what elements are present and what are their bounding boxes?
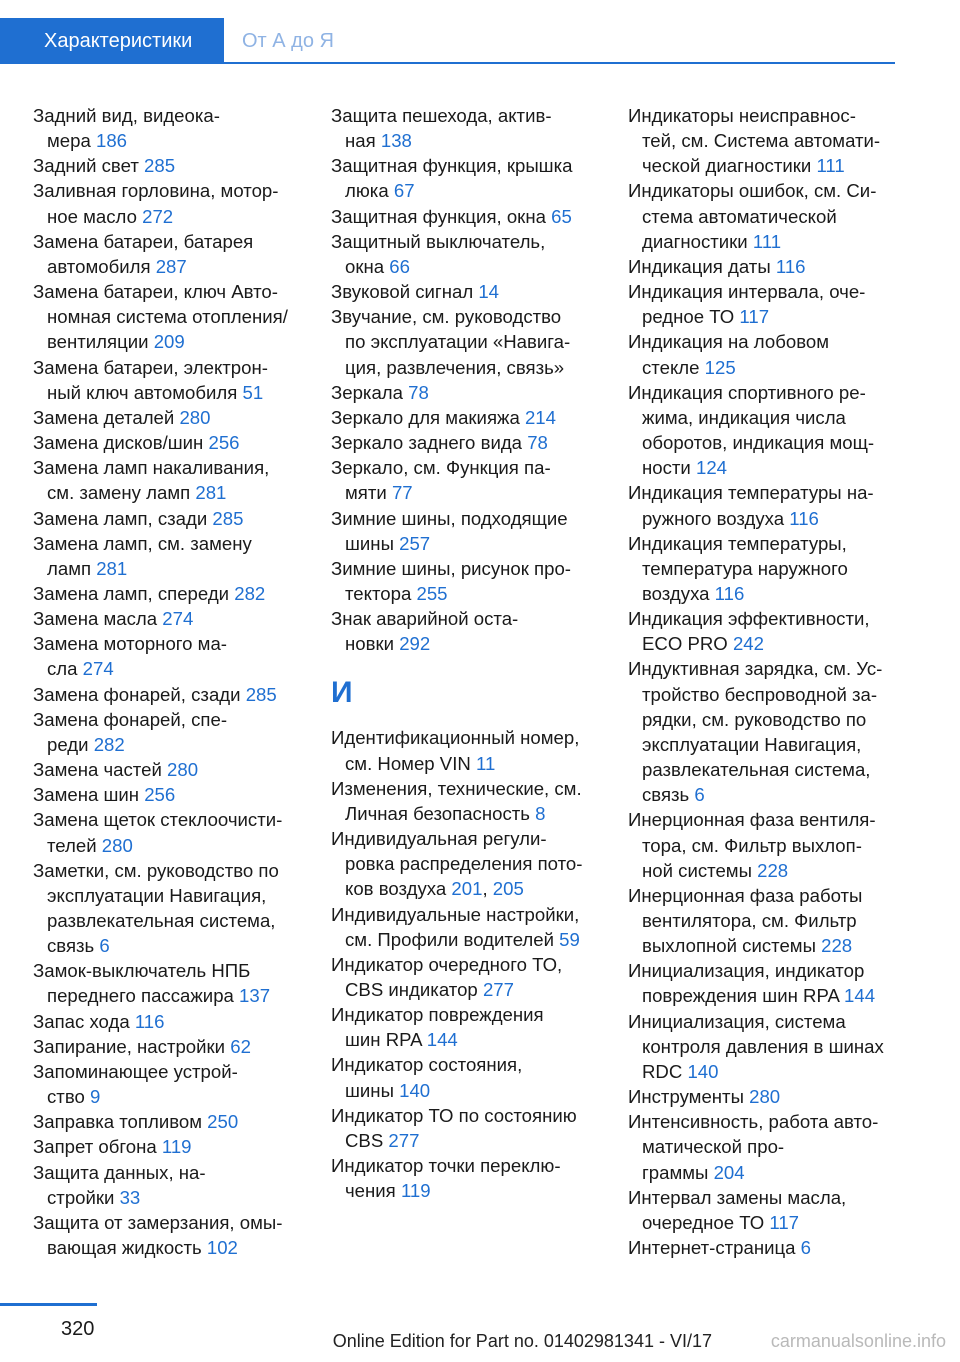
entry-text: Заправка топливом [33, 1111, 202, 1133]
page-link[interactable]: 111 [752, 230, 782, 252]
entry-text: мяти [345, 482, 387, 504]
entry-text: тектора [345, 582, 412, 604]
page-link[interactable]: 256 [144, 784, 176, 806]
entry-text: Защита от замерзания, омы- [33, 1211, 283, 1233]
index-entry [331, 1153, 606, 1203]
entry-text: связь [642, 784, 690, 806]
page-link[interactable]: 204 [713, 1161, 745, 1183]
entry-text: Индикация температуры, [628, 532, 847, 554]
entry-text: выхлопной системы [642, 935, 816, 957]
page-link[interactable]: 205 [492, 878, 524, 900]
index-entry [628, 958, 898, 1008]
page-link[interactable]: 77 [391, 482, 413, 504]
entry-text: развлекательная система, [642, 759, 871, 781]
entry-text: эксплуатации Навигация, [47, 884, 267, 906]
page-link[interactable]: 6 [99, 935, 110, 957]
entry-text: ECO PRO [642, 633, 728, 655]
page-link[interactable]: 67 [393, 180, 415, 202]
entry-text: ство [47, 1086, 85, 1108]
entry-text: Задний свет [33, 155, 139, 177]
index-entry [628, 1185, 898, 1235]
tab-a-to-z[interactable]: От А до Я [242, 30, 334, 52]
page-link[interactable]: 6 [694, 784, 705, 806]
page-link[interactable]: 277 [482, 979, 514, 1000]
index-entry [33, 1034, 308, 1059]
entry-text: шины [345, 532, 394, 554]
page-link[interactable]: 78 [408, 381, 429, 403]
index-entry [628, 178, 898, 253]
index-entry [331, 556, 606, 606]
entry-text: Индикатор состояния, [331, 1054, 523, 1076]
index-entry [33, 782, 308, 807]
entry-text: Зеркало, см. Функция па- [331, 457, 551, 479]
page-link[interactable]: 285 [144, 155, 176, 177]
index-entry [33, 631, 308, 681]
entry-text: RDC [642, 1060, 683, 1082]
entry-text: Интервал замены масла, [628, 1186, 847, 1208]
index-entry [628, 1109, 898, 1184]
entry-text: Запоминающее устрой- [33, 1060, 238, 1082]
entry-text: Индикация эффективности, [628, 608, 870, 630]
entry-text: Защитная функция, окна [331, 205, 546, 227]
index-entry [33, 531, 308, 581]
entry-text: вентилятора, см. Фильтр [642, 910, 857, 931]
index-entry [331, 229, 606, 279]
index-entry [33, 682, 308, 707]
index-column-3 [628, 103, 898, 1260]
entry-text: Индикатор ТО по состоянию [331, 1104, 577, 1126]
entry-text: редное ТО [642, 306, 735, 328]
entry-text: Идентификационный номер, [331, 727, 580, 749]
entry-text: стема автоматической [642, 205, 837, 227]
entry-text: Замена ламп, сзади [33, 507, 208, 529]
page-link[interactable]: 256 [208, 432, 240, 454]
index-entry: Индивидуальная регули- ровка распределения пото- ков воздуха 201, 205 [331, 828, 583, 900]
page-link[interactable]: 11 [475, 752, 496, 774]
page-link[interactable]: 66 [389, 255, 410, 277]
page-link[interactable]: 33 [119, 1186, 141, 1208]
index-entry [33, 581, 308, 606]
section-letter: И [331, 676, 353, 710]
page-link[interactable]: 285 [212, 507, 244, 529]
index-entry [331, 1002, 606, 1052]
entry-text: Замок-выключатель НПБ [33, 960, 251, 982]
entry-text: Индикатор очередного ТО, [331, 953, 563, 975]
page-link[interactable]: 144 [426, 1029, 458, 1051]
index-entry [331, 380, 606, 405]
index-entry [331, 455, 606, 505]
entry-text: граммы [642, 1161, 709, 1183]
entry-text: Интернет-страница [628, 1237, 796, 1259]
entry-text: Инерционная фаза работы [628, 884, 863, 906]
entry-text: Индикатор точки переклю- [331, 1155, 561, 1177]
entry-text: Индикаторы ошибок, см. Си- [628, 180, 877, 202]
index-entry [628, 606, 898, 656]
entry-text: CBS индикатор [345, 979, 478, 1000]
index-entry [33, 757, 308, 782]
page-link[interactable]: 292 [399, 633, 431, 655]
index-entry [33, 1134, 308, 1159]
entry-text: Защитный выключатель, [331, 230, 546, 252]
index-column-1 [33, 103, 308, 1260]
index-entry [628, 480, 898, 530]
index-entry [628, 656, 898, 807]
index-entry [33, 153, 308, 178]
entry-text: стройки [47, 1186, 115, 1208]
entry-text: Запрет обгона [33, 1136, 157, 1158]
entry-text: люка [345, 180, 389, 202]
page-link[interactable]: 214 [524, 406, 556, 428]
index-entry [33, 229, 308, 279]
index-column-2 [331, 103, 606, 1203]
index-entry [33, 1109, 308, 1134]
entry-text: воздуха [642, 582, 710, 604]
entry-text: Замена шин [33, 784, 140, 806]
entry-text: Защита данных, на- [33, 1161, 206, 1183]
index-entry [331, 430, 606, 455]
page-link[interactable]: 138 [380, 130, 412, 152]
index-entry [33, 355, 308, 405]
entry-text: CBS [345, 1129, 384, 1151]
entry-text: Защитная функция, крышка [331, 155, 573, 177]
index-entry [628, 279, 898, 329]
entry-text: телей [47, 834, 97, 856]
entry-text: Замена батареи, батарея [33, 230, 254, 252]
entry-text: номная система отопления/ [47, 306, 288, 328]
index-entry [331, 776, 606, 826]
index-entry [33, 958, 308, 1008]
entry-text: Индикация температуры на- [628, 482, 874, 504]
index-entry [33, 807, 308, 857]
entry-text: Зеркало заднего вида [331, 432, 523, 454]
entry-text: вентиляции [47, 331, 149, 353]
page-link[interactable]: 78 [527, 432, 548, 454]
index-entry [331, 304, 606, 379]
page-link[interactable]: 209 [153, 331, 185, 353]
entry-text: шин RPA [345, 1029, 422, 1051]
index-entry [33, 405, 308, 430]
entry-text: повреждения шин RPA [642, 985, 839, 1007]
page-link[interactable]: 119 [400, 1180, 431, 1202]
entry-text: Зимние шины, подходящие [331, 507, 568, 529]
index-entry [33, 1009, 308, 1034]
page-link[interactable]: 117 [769, 1211, 800, 1233]
index-entry [33, 606, 308, 631]
entry-text: тора, см. Фильтр выхлоп- [642, 834, 862, 856]
entry-text: Задний вид, видеока- [33, 105, 220, 126]
footer-rule [0, 1303, 97, 1306]
index-entry [628, 807, 898, 882]
page-link[interactable]: 228 [757, 859, 789, 881]
entry-text: мера [47, 130, 91, 152]
page-link[interactable]: 281 [195, 482, 227, 504]
entry-text: Индуктивная зарядка, см. Ус- [628, 658, 883, 680]
entry-text: Замена щеток стеклоочисти- [33, 809, 283, 831]
index-entry [33, 178, 308, 228]
index-entry [331, 1103, 606, 1153]
index-entry [331, 1052, 606, 1102]
index-entry [33, 858, 308, 959]
page-link[interactable]: 281 [96, 557, 128, 579]
entry-text: тей, см. Система автомати- [642, 130, 881, 152]
index-entry [628, 1009, 898, 1084]
entry-text: очередное ТО [642, 1211, 765, 1233]
entry-text: Замена ламп, спереди [33, 582, 230, 604]
entry-text: Замена ламп накаливания, [33, 457, 270, 479]
entry-text: диагностики [642, 230, 748, 252]
entry-text: Индикация интервала, оче- [628, 281, 866, 303]
entry-text: жима, индикация числа [642, 406, 846, 428]
entry-text: Изменения, технические, см. [331, 777, 582, 799]
entry-text: ровка распределения пото- [345, 853, 583, 875]
page-link[interactable]: 287 [155, 255, 187, 277]
entry-text: Замена ламп, см. замену [33, 532, 252, 554]
page-link[interactable]: 125 [704, 356, 736, 378]
page-link[interactable]: 280 [167, 759, 199, 781]
entry-text: ная [345, 130, 376, 152]
index-entry [331, 153, 606, 203]
index-entry [628, 883, 898, 958]
entry-text: ков воздуха [345, 878, 447, 900]
index-entry [33, 1160, 308, 1210]
index-entry [628, 1084, 898, 1109]
page-link[interactable]: 111 [816, 155, 845, 177]
page-link[interactable]: 280 [749, 1086, 781, 1108]
entry-text: Звуковой сигнал [331, 281, 474, 303]
index-entry [33, 279, 308, 354]
index-entry [628, 329, 898, 379]
entry-text: Знак аварийной оста- [331, 608, 519, 630]
index-entry [33, 455, 308, 505]
entry-text: матической про- [642, 1136, 785, 1158]
entry-text: см. Номер VIN [345, 752, 471, 774]
entry-text: температура наружного [642, 557, 848, 579]
entry-text: эксплуатации Навигация, [642, 733, 862, 755]
entry-text: контроля давления в шинах [642, 1035, 884, 1057]
index-entry [331, 506, 606, 556]
index-entry [33, 1059, 308, 1109]
entry-text: тройство беспроводной за- [642, 683, 878, 705]
page-link[interactable]: 137 [239, 985, 271, 1007]
entry-text: Запирание, настройки [33, 1035, 226, 1057]
entry-text: связь [47, 935, 95, 957]
entry-text: ный ключ автомобиля [47, 381, 238, 403]
page-link[interactable]: 280 [179, 406, 211, 428]
entry-text: Замена фонарей, сзади [33, 683, 241, 705]
entry-text: см. Профили водителей [345, 928, 554, 950]
page-link[interactable]: 9 [90, 1086, 101, 1108]
entry-text: автомобиля [47, 255, 151, 277]
page-link[interactable]: 186 [95, 130, 128, 152]
entry-text: сла [47, 658, 78, 680]
page-link[interactable]: 6 [800, 1237, 811, 1259]
index-entry [331, 725, 606, 775]
entry-text: Замена частей [33, 759, 162, 781]
edition-note: Online Edition for Part no. 01402981341 - VI/17 [332, 1331, 712, 1351]
entry-text: ности [642, 457, 691, 479]
entry-text: см. замену ламп [47, 482, 191, 504]
entry-text: Зеркало для макияжа [331, 406, 520, 428]
index-entry [628, 254, 898, 279]
page-link[interactable]: 285 [245, 683, 277, 705]
entry-text: Личная безопасность [345, 802, 530, 824]
page-link[interactable]: 274 [82, 658, 114, 680]
entry-text: Замена батареи, ключ Авто- [33, 281, 278, 303]
index-entry [33, 430, 308, 455]
page-link[interactable]: 65 [551, 205, 572, 227]
entry-text: ческой диагностики [642, 155, 812, 177]
index-entry [628, 531, 898, 606]
entry-text: рядки, см. руководство по [642, 708, 867, 730]
entry-text: ружного воздуха [642, 507, 785, 529]
entry-text: ной системы [642, 859, 752, 881]
entry-text: Инструменты [628, 1086, 744, 1108]
entry-text: Зеркала [331, 381, 403, 403]
entry-text: чения [345, 1180, 396, 1202]
tab-characteristics[interactable]: Характеристики [0, 18, 224, 62]
index-entry [628, 103, 898, 178]
entry-text: Замена батареи, электрон- [33, 356, 268, 378]
page-link[interactable]: 8 [535, 802, 546, 824]
entry-text: Защита пешехода, актив- [331, 105, 552, 126]
page-link[interactable]: 116 [789, 507, 819, 529]
entry-text: Замена дисков/шин [33, 432, 204, 454]
page-link[interactable]: 119 [161, 1136, 192, 1158]
entry-text: ламп [47, 557, 92, 579]
page-link[interactable]: 102 [206, 1237, 238, 1259]
page-link[interactable]: 140 [687, 1060, 719, 1082]
page-link[interactable]: 242 [732, 633, 764, 655]
entry-text: Индикаторы неисправнос- [628, 105, 856, 126]
page-link[interactable]: 117 [739, 306, 770, 328]
entry-text: Индивидуальные настройки, [331, 903, 580, 925]
index-entry [331, 902, 606, 952]
page-link[interactable]: 144 [844, 985, 876, 1007]
entry-text: Звучание, см. руководство [331, 306, 562, 328]
index-entry [628, 380, 898, 481]
entry-text: Зимние шины, рисунок про- [331, 557, 572, 579]
index-entry [331, 952, 606, 1002]
entry-text: Интенсивность, работа авто- [628, 1111, 879, 1133]
entry-text: по эксплуатации «Навига- [345, 331, 571, 353]
watermark: carmanualsonline.info [770, 1331, 946, 1351]
index-entry [33, 707, 308, 757]
entry-text: вающая жидкость [47, 1237, 202, 1259]
entry-text: Заливная горловина, мотор- [33, 180, 279, 202]
page-link[interactable]: 124 [695, 457, 728, 479]
entry-text: развлекательная система, [47, 910, 276, 931]
entry-text: ция, развлечения, связь» [345, 356, 565, 378]
header-tabs [0, 18, 895, 64]
page-link[interactable]: 250 [207, 1111, 239, 1133]
page-link[interactable]: 116 [714, 582, 745, 604]
index-entry [33, 103, 308, 153]
entry-text: Заметки, см. руководство по [33, 859, 279, 881]
page-link[interactable]: 282 [93, 733, 125, 755]
entry-text: Замена масла [33, 608, 158, 630]
entry-text: окна [345, 255, 385, 277]
page-link[interactable]: 272 [142, 205, 174, 227]
index-entry [331, 279, 606, 304]
index-entry [628, 1235, 898, 1260]
index-entry [33, 506, 308, 531]
page-link[interactable]: 14 [478, 281, 500, 303]
index-entry [331, 405, 606, 430]
entry-text: Индивидуальная регули- [331, 828, 547, 850]
page-link[interactable]: 62 [230, 1035, 251, 1057]
page-link[interactable]: 201 [451, 878, 483, 900]
entry-text: ное масло [47, 205, 137, 227]
index-entry [331, 606, 606, 656]
entry-text: реди [47, 733, 89, 755]
index-entry [33, 1210, 308, 1260]
entry-text: переднего пассажира [47, 985, 234, 1007]
page-link[interactable]: 257 [399, 532, 431, 554]
entry-text: стекле [642, 356, 700, 378]
entry-text: шины [345, 1079, 394, 1101]
page-link[interactable]: 277 [388, 1129, 420, 1151]
page-link[interactable]: 116 [134, 1010, 165, 1032]
index-entry [331, 204, 606, 229]
page-link[interactable]: 59 [559, 928, 580, 950]
page-link[interactable]: 280 [101, 834, 133, 856]
index-entry [331, 103, 606, 153]
entry-text: Инерционная фаза вентиля- [628, 809, 876, 831]
entry-text: Замена деталей [33, 406, 175, 428]
entry-text: Индикация даты [628, 255, 771, 277]
entry-text: Индикатор повреждения [331, 1004, 544, 1026]
page-link[interactable]: 228 [821, 935, 853, 957]
page-link[interactable]: 140 [399, 1079, 431, 1101]
entry-text: Замена моторного ма- [33, 633, 227, 655]
entry-text: Индикация спортивного ре- [628, 381, 866, 403]
entry-text: новки [345, 633, 395, 655]
entry-text: Инициализация, система [628, 1010, 846, 1032]
page-number: 320 [61, 1318, 95, 1340]
page-link[interactable]: 116 [775, 255, 806, 277]
entry-text: Замена фонарей, спе- [33, 708, 228, 730]
entry-text: Инициализация, индикатор [628, 960, 865, 982]
page-link[interactable]: 274 [162, 608, 194, 630]
page-link[interactable]: 282 [234, 582, 266, 604]
page-link[interactable]: 51 [242, 381, 264, 403]
entry-text: Запас хода [33, 1010, 130, 1032]
entry-text: Индикация на лобовом [628, 331, 829, 353]
page-link[interactable]: 255 [416, 582, 448, 604]
entry-text: оборотов, индикация мощ- [642, 432, 875, 454]
